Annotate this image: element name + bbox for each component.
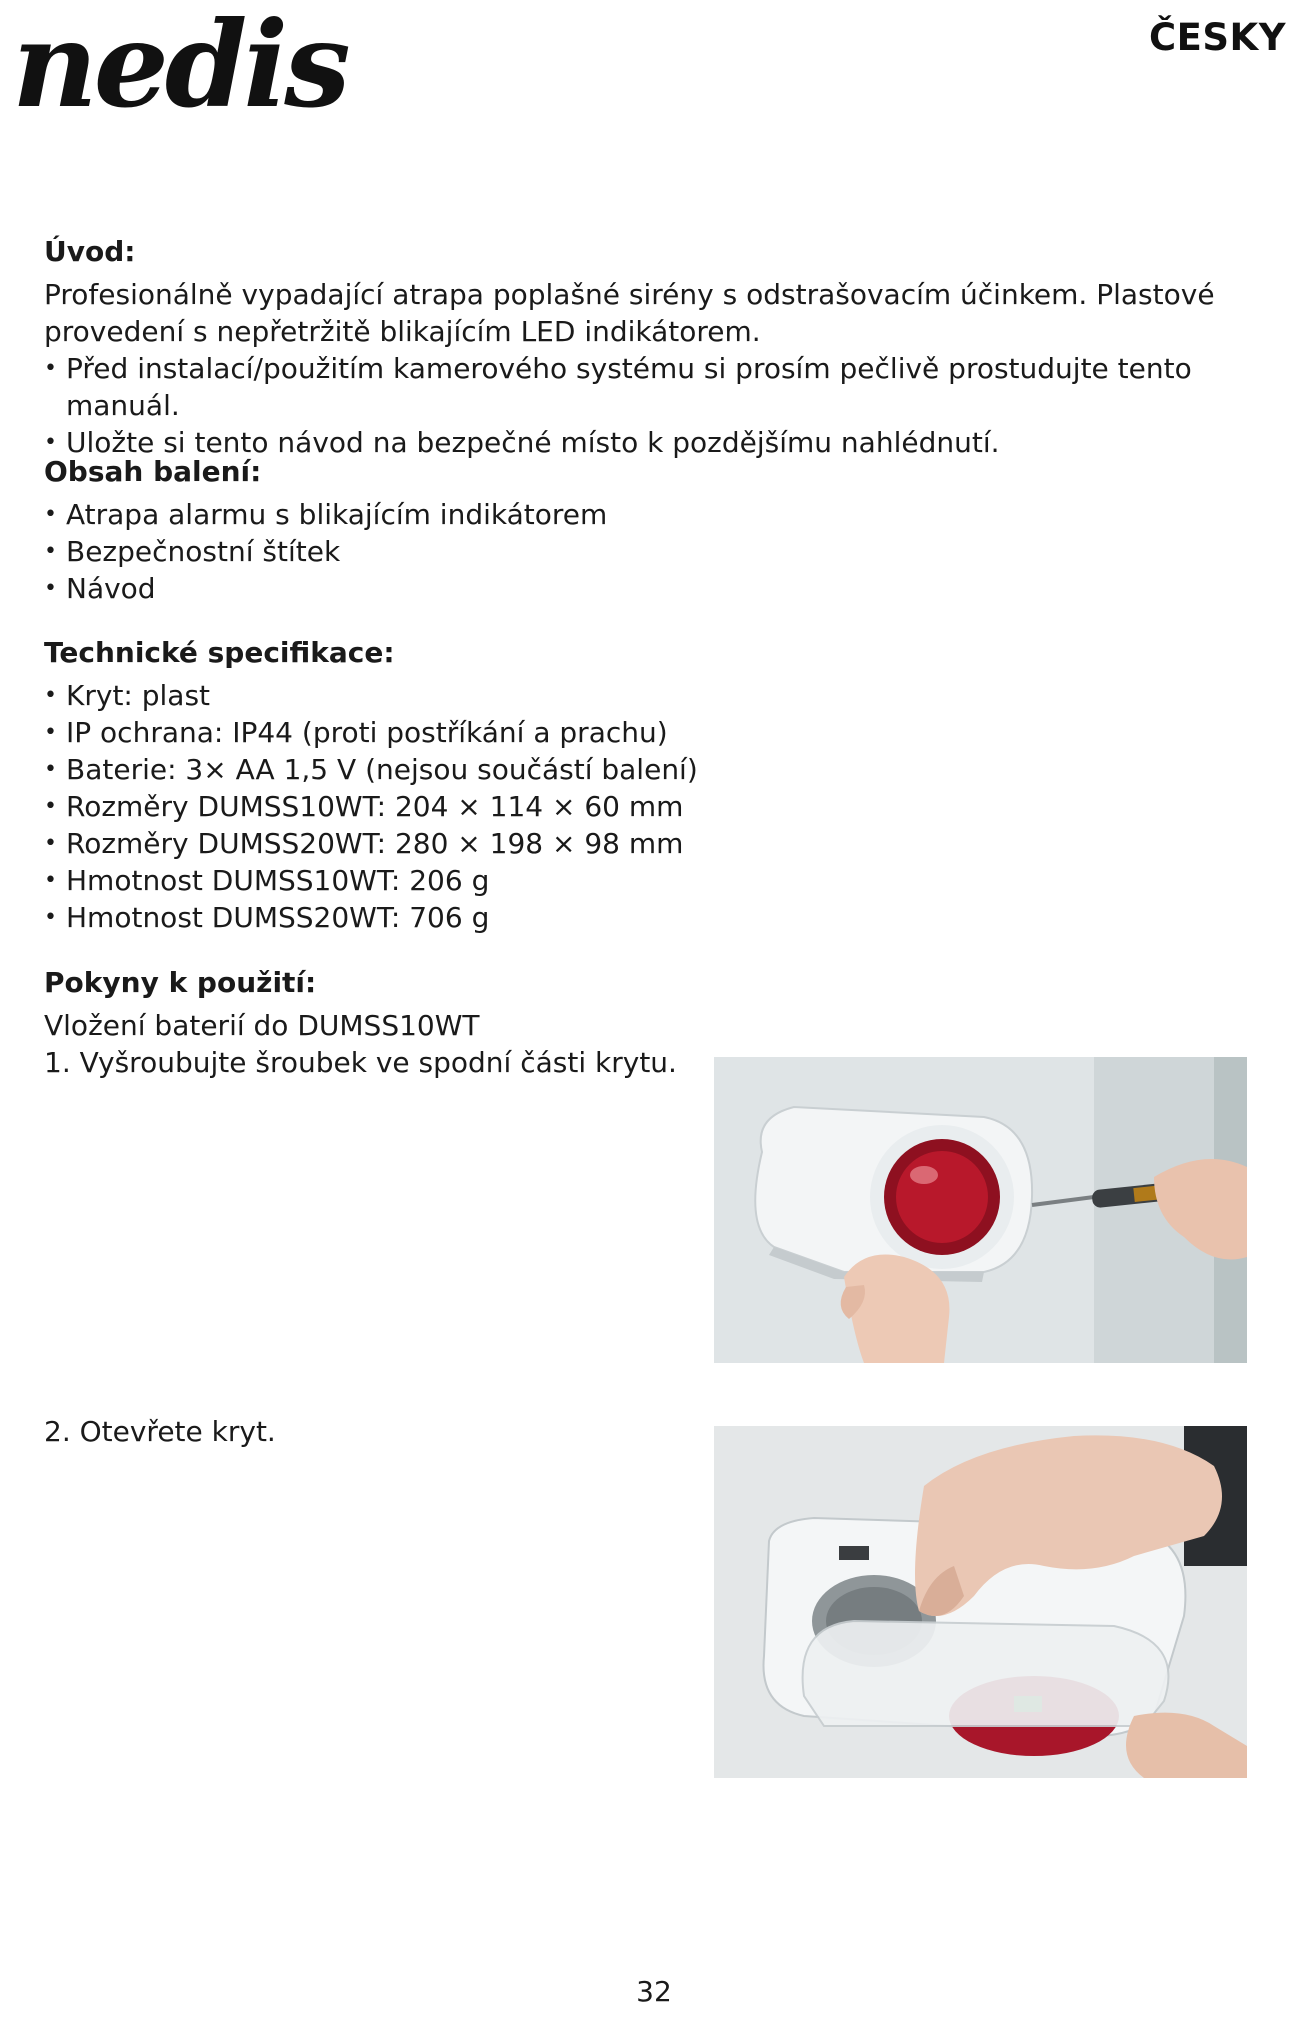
usage-heading: Pokyny k použití:: [44, 966, 317, 999]
specs-list: [44, 677, 1274, 936]
list-item: • Uložte si tento návod na bezpečné místo k pozdějšímu nahlédnutí.: [44, 424, 1274, 461]
list-item: • Bezpečnostní štítek: [44, 533, 1274, 570]
list-item: • Návod: [44, 570, 1274, 607]
list-item: • Před instalací/použitím kamerového systému si prosím pečlivě prostudujte tento manuál.: [44, 350, 1274, 424]
list-item: • IP ochrana: IP44 (proti postříkání a prachu): [44, 714, 1274, 751]
intro-bullets: [44, 350, 1274, 461]
usage-subheading: Vložení baterií do DUMSS10WT: [44, 1009, 480, 1042]
step-1: 1. Vyšroubujte šroubek ve spodní části krytu.: [44, 1046, 677, 1079]
specs-section: [44, 633, 1274, 936]
nedis-logo: [8, 6, 498, 136]
package-list: [44, 496, 1274, 607]
page-number: 32: [636, 1975, 672, 2008]
logo-text: nedis: [12, 6, 347, 134]
list-item: • Hmotnost DUMSS20WT: 706 g: [44, 899, 1274, 936]
list-item: • Rozměry DUMSS20WT: 280 × 198 × 98 mm: [44, 825, 1274, 862]
list-item: • Hmotnost DUMSS10WT: 206 g: [44, 862, 1274, 899]
intro-text: Profesionálně vypadající atrapa poplašné sirény s odstrašovacím účinkem. Plastové provedení s nepřetržitě blikajícím LED indikátorem.: [44, 278, 1215, 348]
list-item: • Atrapa alarmu s blikajícím indikátorem: [44, 496, 1274, 533]
list-item: • Kryt: plast: [44, 677, 1274, 714]
photo-open-cover: [714, 1426, 1247, 1778]
package-section: [44, 452, 1274, 607]
intro-heading: Úvod:: [44, 235, 136, 268]
list-item: • Rozměry DUMSS10WT: 204 × 114 × 60 mm: [44, 788, 1274, 825]
list-item: • Baterie: 3× AA 1,5 V (nejsou součástí balení): [44, 751, 1274, 788]
package-heading: Obsah balení:: [44, 455, 262, 488]
specs-heading: Technické specifikace:: [44, 636, 395, 669]
language-label: ČESKY: [1148, 16, 1286, 59]
step-2: 2. Otevřete kryt.: [44, 1415, 276, 1448]
intro-section: [44, 232, 1274, 461]
photo-unscrew-screw: [714, 1057, 1247, 1363]
